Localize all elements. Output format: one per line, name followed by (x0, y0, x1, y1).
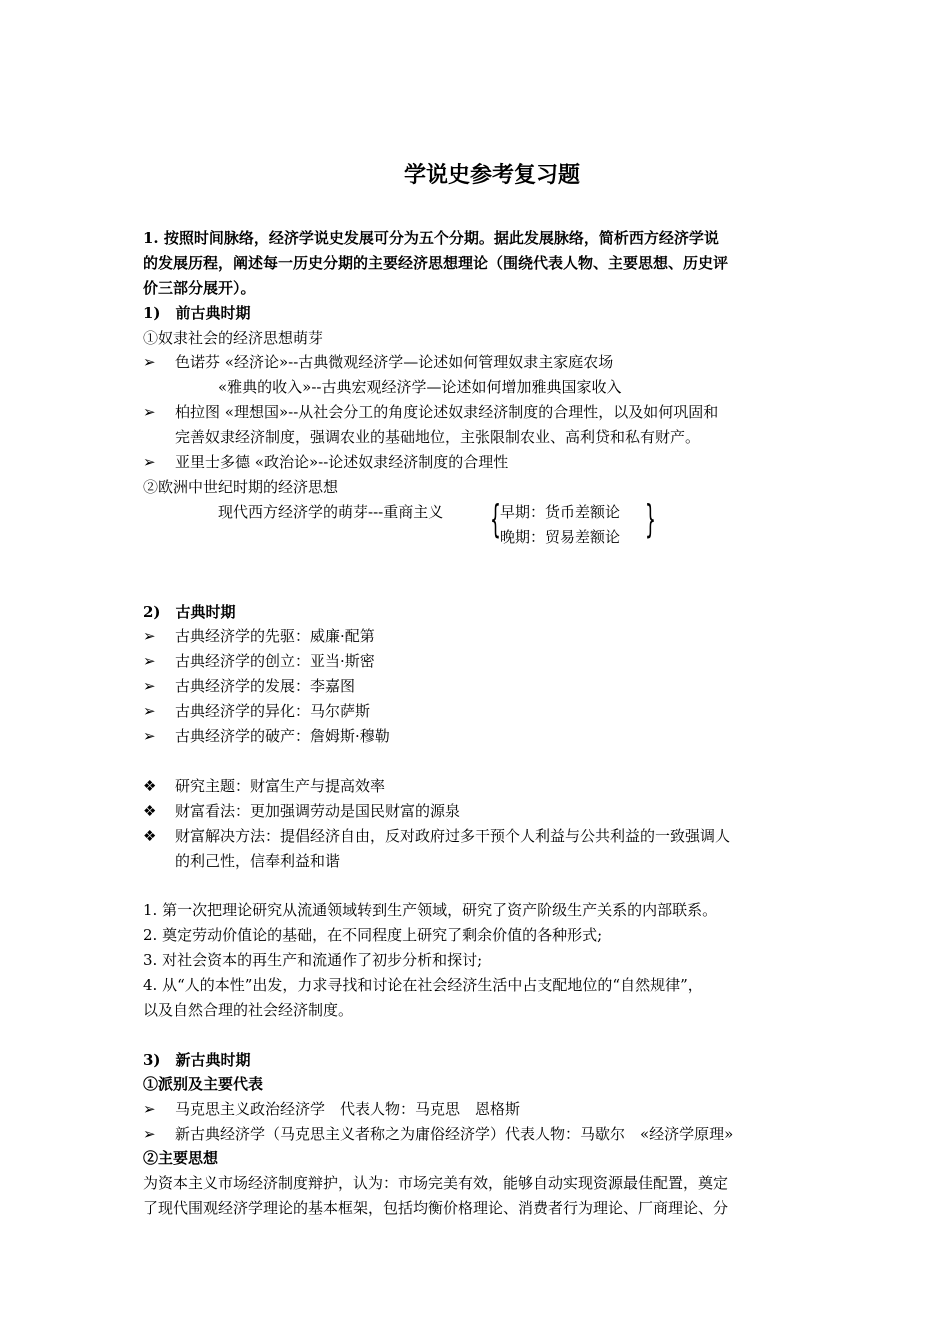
subheading-slave-society: ①奴隶社会的经济思想萌芽 (143, 329, 324, 347)
mercantilism-early: 早期：货币差额论 (500, 503, 621, 521)
list-item: 新古典经济学（马克思主义者称之为庸俗经济学）代表人物：马歇尔 «经济学原理» (175, 1125, 734, 1143)
bullet-text-continued: 完善奴隶经济制度，强调农业的基础地位，主张限制农业、高利贷和私有财产。 (175, 428, 701, 446)
bullet-item (143, 1124, 161, 1144)
bullet-item (143, 626, 161, 646)
question-line-2: 的发展历程，阐述每一历史分期的主要经济思想理论（围绕代表人物、主要思想、历史评 (143, 254, 729, 272)
bullet-item (143, 726, 161, 746)
section-heading-preclassical: 1) 前古典时期 (143, 304, 251, 322)
diamond-bullet-icon: ❖ (143, 827, 157, 845)
numbered-point: 3. 对社会资本的再生产和流通作了初步分析和探讨; (143, 951, 483, 969)
arrow-bullet-icon: ➢ (143, 403, 156, 421)
section-heading-classical: 2) 古典时期 (143, 603, 236, 621)
numbered-point-continued: 以及自然合理的社会经济制度。 (143, 1001, 354, 1019)
bullet-item (143, 1099, 161, 1119)
numbered-point: 4. 从“人的本性”出发，力求寻找和讨论在社会经济生活中占支配地位的“自然规律”， (143, 976, 703, 994)
arrow-bullet-icon: ➢ (143, 353, 156, 371)
list-item: 古典经济学的破产：詹姆斯·穆勒 (175, 727, 390, 745)
page-title: 学说史参考复习题 (403, 162, 580, 188)
list-item: 古典经济学的创立：亚当·斯密 (175, 652, 375, 670)
numbered-point: 1. 第一次把理论研究从流通领域转到生产领域，研究了资产阶级生产关系的内部联系。 (143, 901, 718, 919)
arrow-bullet-icon: ➢ (143, 702, 156, 720)
bullet-item (143, 402, 161, 422)
arrow-bullet-icon: ➢ (143, 652, 156, 670)
mercantilism-late: 晚期：贸易差额论 (500, 528, 621, 546)
numbered-point: 2. 奠定劳动价值论的基础，在不同程度上研究了剩余价值的各种形式; (143, 926, 603, 944)
list-item: 古典经济学的先驱：威廉·配第 (175, 627, 375, 645)
bullet-item (143, 701, 161, 721)
list-item: 财富解决方法：提倡经济自由，反对政府过多干预个人利益与公共利益的一致强调人 (175, 827, 731, 845)
bullet-text: 色诺芬 «经济论»--古典微观经济学—论述如何管理奴隶主家庭农场 (175, 353, 614, 371)
question-line-3: 价三部分展开）。 (143, 279, 256, 297)
arrow-bullet-icon: ➢ (143, 727, 156, 745)
bullet-item (143, 352, 161, 372)
paragraph-line: 为资本主义市场经济制度辩护，认为：市场完美有效，能够自动实现资源最佳配置，奠定 (143, 1174, 729, 1192)
arrow-bullet-icon: ➢ (143, 677, 156, 695)
bullet-item (143, 452, 161, 472)
mercantilism-label: 现代西方经济学的萌芽---重商主义 (218, 503, 444, 521)
bullet-text: 柏拉图 «理想国»--从社会分工的角度论述奴隶经济制度的合理性，以及如何巩固和 (175, 403, 719, 421)
bullet-item (143, 651, 161, 671)
section-heading-neoclassical: 3) 新古典时期 (143, 1051, 251, 1069)
list-item-continued: 的利己性，信奉利益和谐 (175, 852, 341, 870)
subheading-main-ideas: ②主要思想 (143, 1149, 219, 1167)
subheading-schools: ①派别及主要代表 (143, 1075, 264, 1093)
arrow-bullet-icon: ➢ (143, 453, 156, 471)
question-line-1: 1. 按照时间脉络，经济学说史发展可分为五个分期。据此发展脉络，简析西方经济学说 (143, 229, 719, 247)
arrow-bullet-icon: ➢ (143, 1125, 156, 1143)
list-item: 马克思主义政治经济学 代表人物：马克思 恩格斯 (175, 1100, 521, 1118)
list-item: 古典经济学的发展：李嘉图 (175, 677, 356, 695)
list-item: 研究主题：财富生产与提高效率 (175, 777, 386, 795)
list-item: 财富看法：更加强调劳动是国民财富的源泉 (175, 802, 461, 820)
diamond-bullet-icon: ❖ (143, 777, 157, 795)
bullet-text-continued: «雅典的收入»--古典宏观经济学—论述如何增加雅典国家收入 (218, 378, 622, 396)
right-brace-icon: } (645, 497, 656, 541)
left-brace-icon: { (490, 497, 501, 541)
bullet-item (143, 676, 161, 696)
list-item: 古典经济学的异化：马尔萨斯 (175, 702, 371, 720)
diamond-bullet-icon: ❖ (143, 802, 157, 820)
bullet-text: 亚里士多德 «政治论»--论述奴隶经济制度的合理性 (175, 453, 509, 471)
subheading-medieval: ②欧洲中世纪时期的经济思想 (143, 478, 339, 496)
arrow-bullet-icon: ➢ (143, 627, 156, 645)
paragraph-line: 了现代围观经济学理论的基本框架，包括均衡价格理论、消费者行为理论、厂商理论、分 (143, 1199, 729, 1217)
arrow-bullet-icon: ➢ (143, 1100, 156, 1118)
